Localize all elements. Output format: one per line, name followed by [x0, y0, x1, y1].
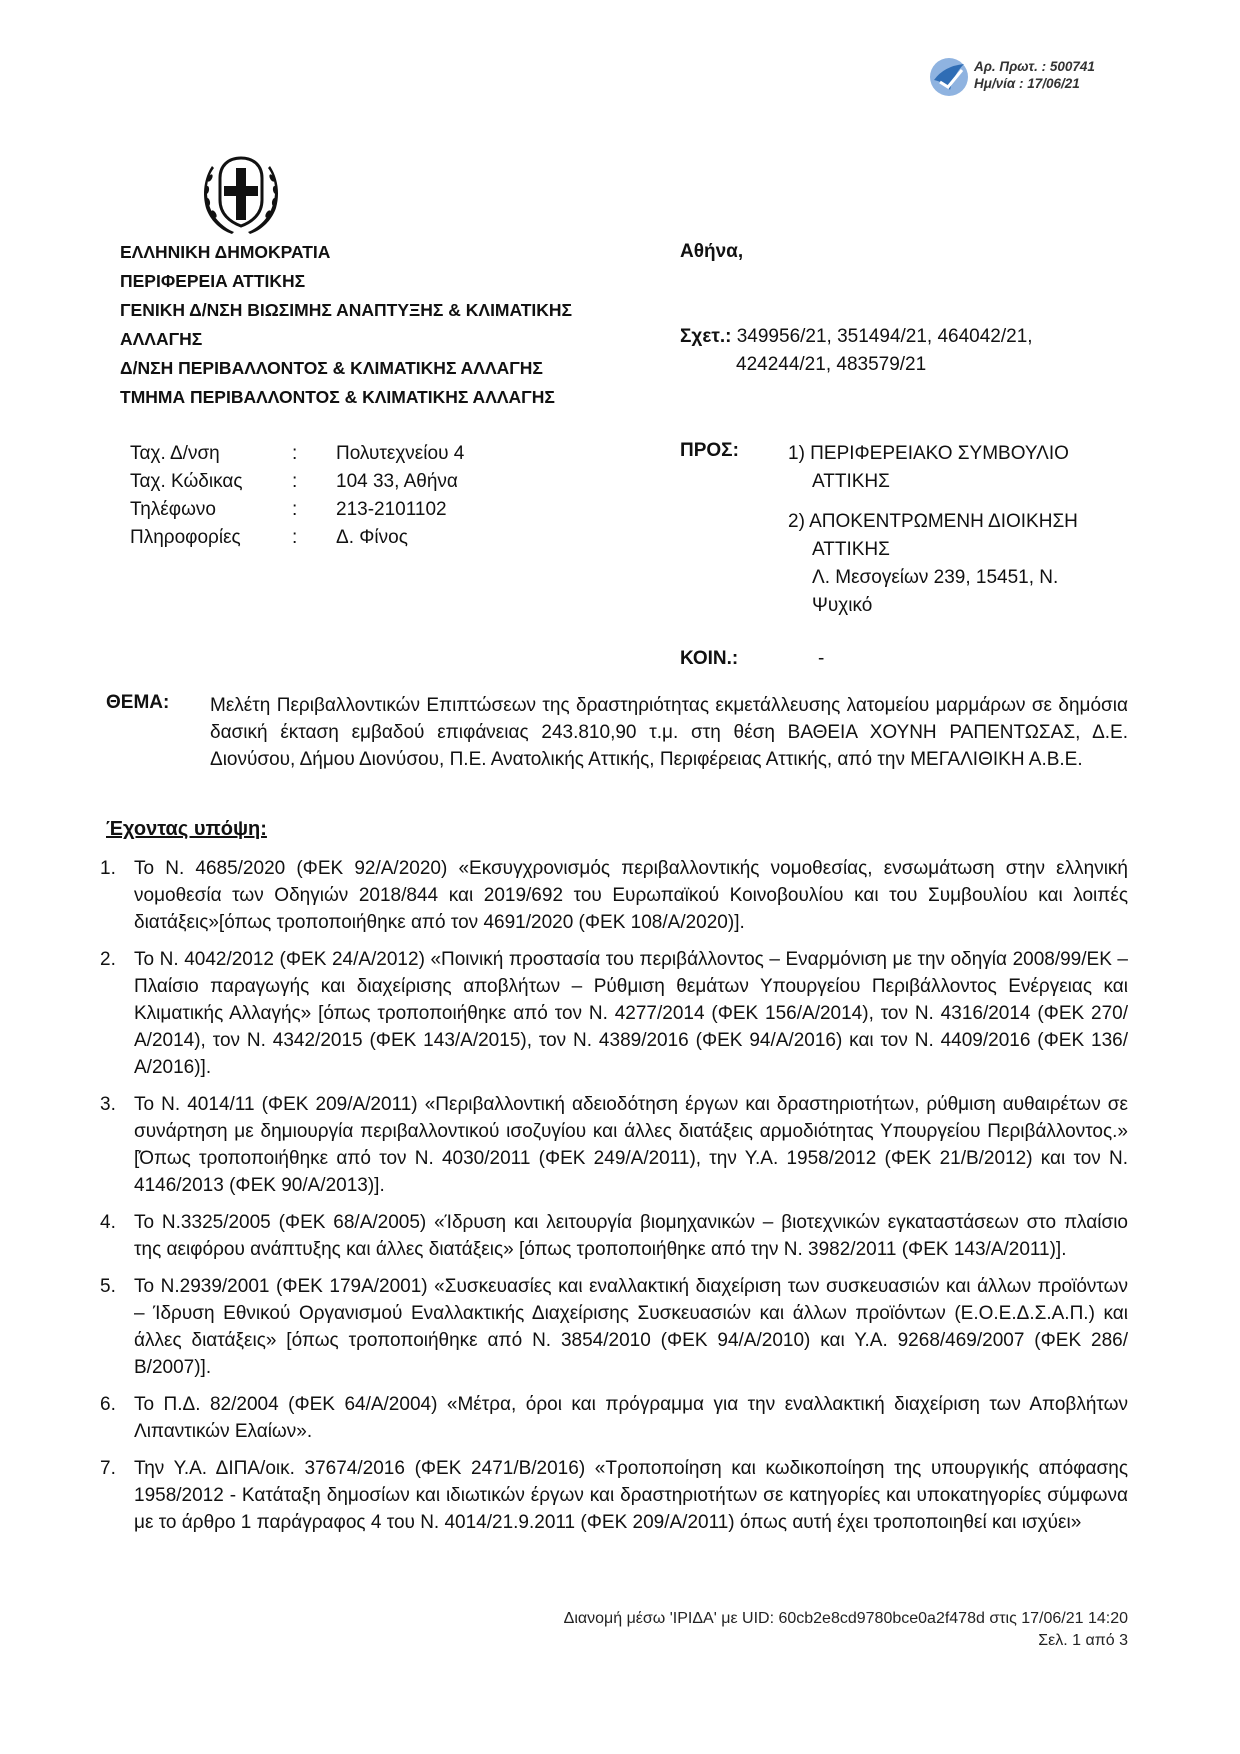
list-number: 4. — [100, 1212, 116, 1233]
greek-emblem-icon — [198, 148, 284, 236]
contact-separator: : — [292, 471, 298, 492]
cc-label: ΚΟΙΝ.: — [680, 648, 739, 669]
contact-label: Ταχ. Κώδικας — [130, 471, 243, 492]
contact-label: Ταχ. Δ/νση — [130, 443, 220, 464]
page-number: Σελ. 1 από 3 — [1038, 1632, 1128, 1649]
list-text: Το Ν.3325/2005 (ΦΕΚ 68/Α/2005) «Ίδρυση και λειτουργία βιομηχανικών – βιοτεχνικών εγκαταστάσεων στο πλαίσιο της αειφόρου ανάπτυξης και άλλες διατάξεις» [όπως τροποποιήθηκε από την Ν. 3982/2011 (ΦΕΚ 143/Α/2011)]. — [134, 1212, 1128, 1260]
considering-heading: Έχοντας υπόψη: — [106, 818, 267, 840]
references — [680, 323, 1120, 379]
recipient-line: 1) ΠΕΡΙΦΕΡΕΙΑΚΟ ΣΥΜΒΟΥΛΙΟ — [788, 443, 1069, 464]
issuer-line: ΑΛΛΑΓΗΣ — [120, 329, 203, 349]
list-number: 1. — [100, 858, 116, 879]
list-number: 3. — [100, 1094, 116, 1115]
list-number: 6. — [100, 1394, 116, 1415]
list-number: 5. — [100, 1276, 116, 1297]
list-item — [100, 855, 1128, 936]
issuer-block — [120, 238, 680, 412]
contact-row-address — [130, 440, 464, 468]
place-date: Αθήνα, — [680, 241, 744, 262]
protocol-stamp — [928, 56, 1138, 106]
contact-row-postcode — [130, 468, 464, 496]
contact-row-info — [130, 524, 464, 552]
subject-text: Μελέτη Περιβαλλοντικών Επιπτώσεων της δραστηριότητας εκμετάλλευσης λατομείου μαρμάρων σε δημόσια δασική έκταση εμβαδού επιφάνειας 243.810,90 τ.μ. στη θέση ΒΑΘΕΙΑ ΧΟΥΝΗ ΡΑΠΕΝΤΩΣΑΣ, Δ.Ε. Διονύσου, Δήμου Διονύσου, Π.Ε. Ανατολικής Αττικής, Περιφέρειας Αττικής, από την ΜΕΓΑΛΙΘΙΚΗ Α.Β.Ε. — [210, 695, 1128, 770]
list-text: Το Π.Δ. 82/2004 (ΦΕΚ 64/Α/2004) «Μέτρα, όροι και πρόγραμμα για την εναλλακτική διαχείριση των Αποβλήτων Λιπαντικών Ελαίων». — [134, 1394, 1128, 1442]
contact-value: Πολυτεχνείου 4 — [336, 443, 465, 464]
list-text: Το Ν. 4014/11 (ΦΕΚ 209/Α/2011) «Περιβαλλοντική αδειοδότηση έργων και δραστηριοτήτων, ρύθμιση αυθαιρέτων σε συνάρτηση με δημιουργία περιβαλλοντικού ισοζυγίου και άλλες διατάξεις αρμοδιότητας Υπουργείου Περιβάλλοντος.» [Όπως τροποποιήθηκε από τον Ν. 4030/2011 (ΦΕΚ 249/Α/2011), την Υ.Α. 1958/2012 (ΦΕΚ 21/Β/2012) και τον Ν. 4146/2013 (ΦΕΚ 90/Α/2013)]. — [134, 1094, 1128, 1196]
issuer-line: ΓΕΝΙΚΗ Δ/ΝΣΗ ΒΙΩΣΙΜΗΣ ΑΝΑΠΤΥΞΗΣ & ΚΛΙΜΑΤΙΚΗΣ — [120, 300, 573, 320]
contact-details — [130, 440, 464, 552]
references-label: Σχετ.: — [680, 326, 732, 347]
cc-value: - — [818, 648, 825, 669]
protocol-date: Ημ/νία : 17/06/21 — [974, 76, 1080, 91]
subject-label: ΘΕΜΑ: — [106, 692, 170, 713]
issuer-line: ΠΕΡΙΦΕΡΕΙΑ ΑΤΤΙΚΗΣ — [120, 271, 306, 291]
recipient-1 — [788, 440, 1128, 496]
issuer-line: Δ/ΝΣΗ ΠΕΡΙΒΑΛΛΟΝΤΟΣ & ΚΛΙΜΑΤΙΚΗΣ ΑΛΛΑΓΗΣ — [120, 358, 543, 378]
contact-label: Τηλέφωνο — [130, 499, 216, 520]
issuer-line: ΕΛΛΗΝΙΚΗ ΔΗΜΟΚΡΑΤΙΑ — [120, 242, 331, 262]
recipient-line: Ψυχικό — [812, 595, 873, 616]
contact-separator: : — [292, 527, 298, 548]
list-item — [100, 1091, 1128, 1199]
list-text: Το Ν.2939/2001 (ΦΕΚ 179Α/2001) «Συσκευασίες και εναλλακτική διαχείριση των συσκευασιών και άλλων προϊόντων – Ίδρυση Εθνικού Οργανισμού Εναλλακτικής Διαχείρισης Συσκευασιών και άλλων προϊόντων (Ε.Ο.Ε.Δ.Σ.Α.Π.) και άλλες διατάξεις» [όπως τροποποιήθηκε από Ν. 3854/2010 (ΦΕΚ 94/Α/2010) και Υ.Α. 9268/469/2007 (ΦΕΚ 286/Β/2007)]. — [134, 1276, 1128, 1378]
recipients-list — [788, 440, 1128, 632]
contact-value: 104 33, Αθήνα — [336, 471, 458, 492]
contact-label: Πληροφορίες — [130, 527, 241, 548]
list-item — [100, 1455, 1128, 1536]
recipient-line: ΑΤΤΙΚΗΣ — [812, 539, 890, 560]
list-item — [100, 1391, 1128, 1445]
references-line-1 — [680, 323, 1120, 351]
recipient-line: ΑΤΤΙΚΗΣ — [812, 471, 890, 492]
list-item — [100, 946, 1128, 1081]
list-text: Το Ν. 4042/2012 (ΦΕΚ 24/Α/2012) «Ποινική προστασία του περιβάλλοντος – Εναρμόνιση με την οδηγία 2008/99/ΕΚ – Πλαίσιο παραγωγής και διαχείρισης αποβλήτων – Ρύθμιση θεμάτων Υπουργείου Περιβάλλοντος Ενέργειας και Κλιματικής Αλλαγής» [όπως τροποποιήθηκε από τον Ν. 4277/2014 (ΦΕΚ 156/Α/2014), τον Ν. 4316/2014 (ΦΕΚ 270/Α/2014), τον Ν. 4342/2015 (ΦΕΚ 143/Α/2015), τον Ν. 4389/2016 (ΦΕΚ 94/Α/2016) και τον Ν. 4409/2016 (ΦΕΚ 136/Α/2016)]. — [134, 949, 1128, 1078]
recipient-line: Λ. Μεσογείων 239, 15451, Ν. — [812, 567, 1059, 588]
references-values: 349956/21, 351494/21, 464042/21, — [731, 326, 1033, 347]
iris-logo-icon — [928, 56, 970, 98]
list-number: 7. — [100, 1458, 116, 1479]
list-number: 2. — [100, 949, 116, 970]
list-text: Το Ν. 4685/2020 (ΦΕΚ 92/Α/2020) «Εκσυγχρονισμός περιβαλλοντικής νομοθεσίας, ενσωμάτωση στην ελληνική νομοθεσία των Οδηγιών 2018/844 και 2019/692 του Ευρωπαϊκού Κοινοβουλίου και του Συμβουλίου και λοιπές διατάξεις»[όπως τροποποιήθηκε από τον 4691/2020 (ΦΕΚ 108/Α/2020)]. — [134, 858, 1128, 933]
page-footer — [564, 1608, 1128, 1652]
stamp-text — [974, 58, 1095, 92]
recipients-label: ΠΡΟΣ: — [680, 440, 739, 461]
recipient-line: 2) ΑΠΟΚΕΝΤΡΩΜΕΝΗ ΔΙΟΙΚΗΣΗ — [788, 511, 1078, 532]
recipient-2 — [788, 508, 1128, 620]
list-text: Την Υ.Α. ΔΙΠΑ/οικ. 37674/2016 (ΦΕΚ 2471/Β/2016) «Τροποποίηση και κωδικοποίηση της υπουργικής απόφασης 1958/2012 - Κατάταξη δημοσίων και ιδιωτικών έργων και δραστηριοτήτων σε κατηγορίες και υποκατηγορίες σύμφωνα με το άρθρο 1 παράγραφος 4 του Ν. 4014/21.9.2011 (ΦΕΚ 209/Α/2011) όπως αυτή έχει τροποποιηθεί και ισχύει» — [134, 1458, 1128, 1533]
contact-row-phone — [130, 496, 464, 524]
contact-value: Δ. Φίνος — [336, 527, 408, 548]
contact-separator: : — [292, 443, 298, 464]
contact-value: 213-2101102 — [336, 499, 447, 520]
contact-separator: : — [292, 499, 298, 520]
legal-references-list — [100, 855, 1128, 1546]
list-item — [100, 1209, 1128, 1263]
list-item — [100, 1273, 1128, 1381]
distribution-note: Διανομή μέσω 'ΙΡΙΔΑ' με UID: 60cb2e8cd9780bce0a2f478d στις 17/06/21 14:20 — [563, 1610, 1128, 1627]
issuer-line: ΤΜΗΜΑ ΠΕΡΙΒΑΛΛΟΝΤΟΣ & ΚΛΙΜΑΤΙΚΗΣ ΑΛΛΑΓΗΣ — [120, 387, 555, 407]
protocol-number: Αρ. Πρωτ. : 500741 — [974, 59, 1095, 74]
references-line-2: 424244/21, 483579/21 — [736, 354, 927, 375]
